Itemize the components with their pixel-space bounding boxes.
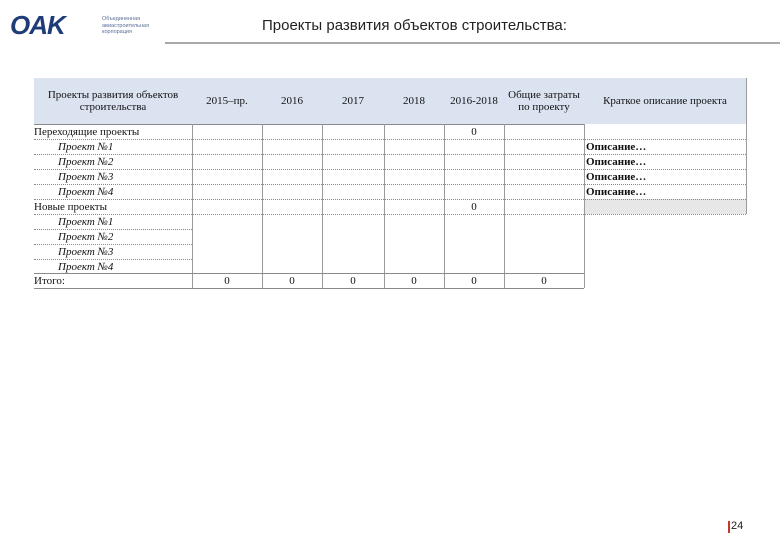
row-rule	[34, 214, 746, 215]
total-2018-value: 0	[411, 275, 417, 287]
project-description: Описание…	[586, 186, 647, 198]
col-divider	[322, 124, 323, 288]
col-header-2018: 2018	[403, 95, 425, 107]
project-description: Описание…	[586, 156, 647, 168]
col-divider	[384, 124, 385, 288]
row-label-project: Проект №1	[58, 216, 114, 228]
row-label-project: Проект №2	[58, 231, 114, 243]
col-header-total-cost: Общие затраты по проекту	[508, 89, 580, 113]
col-header-2017: 2017	[342, 95, 364, 107]
row-rule	[34, 288, 584, 289]
row-label-project: Проект №1	[58, 141, 114, 153]
total-cost-value: 0	[541, 275, 547, 287]
company-logo	[10, 10, 160, 42]
projects-table	[34, 78, 746, 288]
project-description: Описание…	[586, 171, 647, 183]
row-label-carryover: Переходящие проекты	[34, 126, 140, 138]
col-header-2016: 2016	[281, 95, 303, 107]
page-number: 24	[731, 520, 744, 532]
logo-subtitle: Объединенная авиастроительная корпорация	[102, 16, 150, 35]
row-label-new: Новые проекты	[34, 201, 107, 213]
col-divider	[262, 124, 263, 288]
col-header-project: Проекты развития объектов строительства	[47, 89, 179, 113]
col-divider	[192, 124, 193, 288]
total-2016-2018-value: 0	[471, 275, 477, 287]
logo-mark: OAK	[10, 10, 65, 40]
row-label-project: Проект №2	[58, 156, 114, 168]
total-2016-value: 0	[289, 275, 295, 287]
col-header-2016-2018: 2016-2018	[450, 95, 498, 107]
row-label-total: Итого:	[34, 275, 65, 287]
col-header-2015: 2015–пр.	[206, 95, 248, 107]
total-2017-value: 0	[350, 275, 356, 287]
description-shade	[584, 199, 746, 214]
row-label-project: Проект №3	[58, 171, 114, 183]
new-2016-2018-value: 0	[471, 201, 477, 213]
col-divider	[746, 78, 747, 214]
header-divider	[165, 42, 780, 44]
col-divider	[504, 124, 505, 288]
row-label-project: Проект №3	[58, 246, 114, 258]
row-label-project: Проект №4	[58, 261, 114, 273]
row-rule	[34, 199, 746, 200]
col-header-description: Краткое описание проекта	[603, 95, 727, 107]
carryover-2016-2018-value: 0	[471, 126, 477, 138]
project-description: Описание…	[586, 141, 647, 153]
page-title: Проекты развития объектов строительства:	[262, 17, 567, 34]
row-label-project: Проект №4	[58, 186, 114, 198]
total-2015-value: 0	[224, 275, 230, 287]
page-number-marker	[728, 521, 730, 533]
